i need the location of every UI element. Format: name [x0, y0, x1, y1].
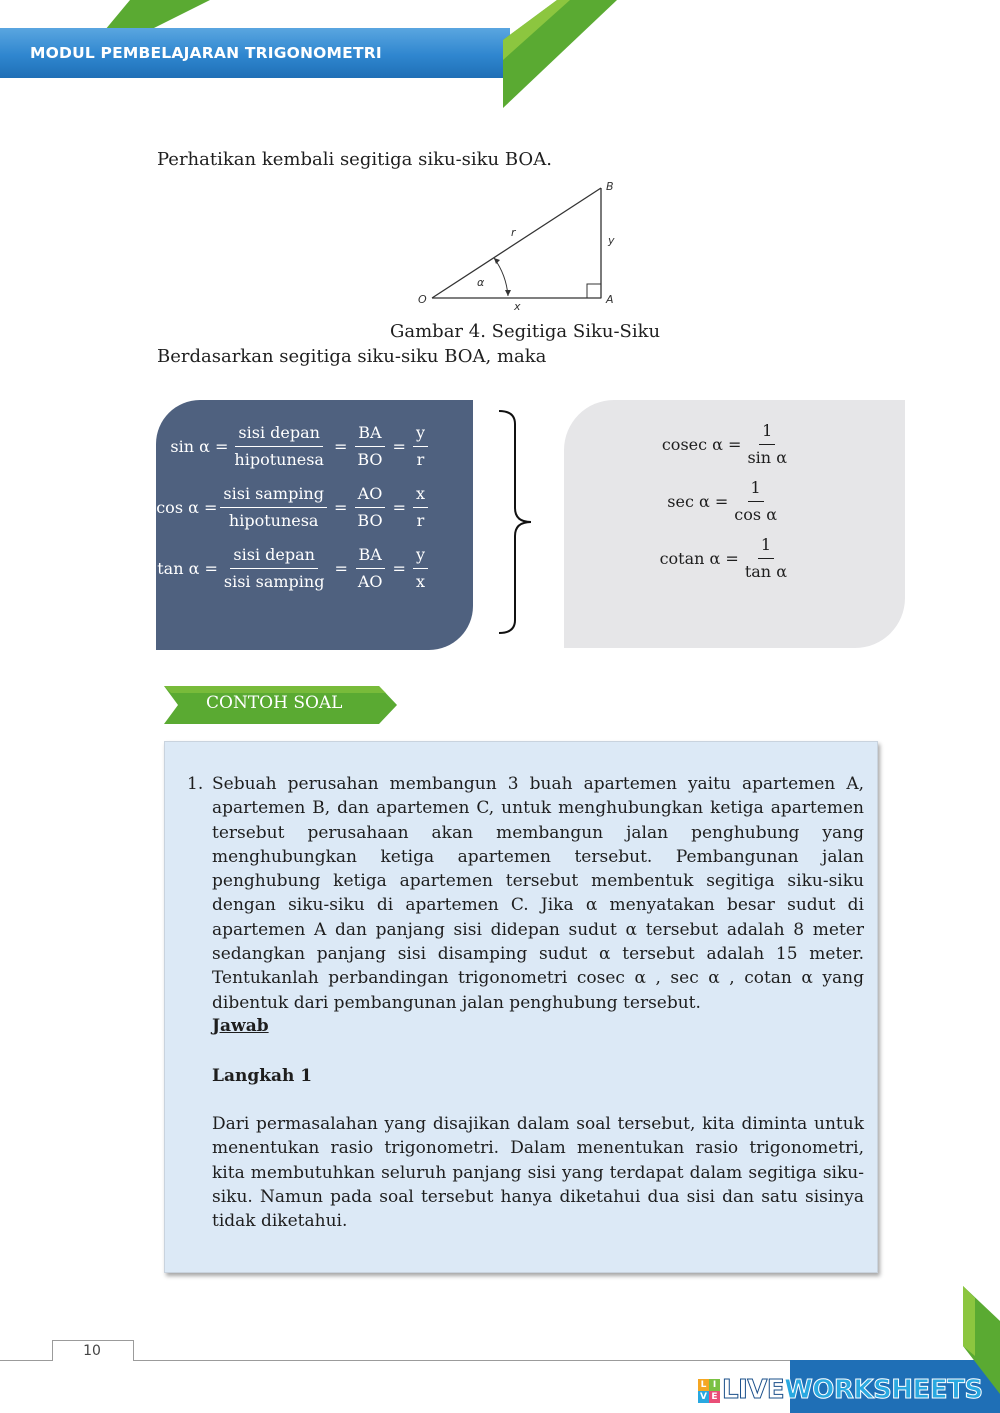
step-label: Langkah 1 [212, 1066, 313, 1086]
header-green-wedge [495, 0, 625, 112]
sin-formula: sin α = $\frac{\text{sisi depan}}{\text{hipotunesa}}$ = $\frac{BA}{BO}$ = $\frac{y}{r}$ [170, 422, 431, 471]
cos-frac1-num: sisi samping [220, 483, 327, 508]
intro-text: Perhatikan kembali segitiga siku-siku BOA. [157, 149, 552, 170]
sin-frac1-num: sisi depan [235, 422, 323, 447]
brand-live: LIVE [722, 1375, 785, 1405]
tan-lhs: tan α = [157, 559, 218, 578]
cos-frac3-den: r [416, 511, 425, 530]
cotan-lhs: cotan α = [659, 549, 739, 568]
trig-ratio-box [156, 400, 473, 650]
tan-frac1-num: sisi depan [230, 544, 318, 569]
header-green-top-decoration [0, 0, 210, 30]
label-x: x [514, 300, 521, 313]
cos-frac2-den: BO [357, 511, 383, 530]
sin-lhs: sin α = [170, 437, 229, 456]
label-A: A [606, 293, 614, 306]
cos-lhs: cos α = [156, 498, 218, 517]
cotan-formula [660, 534, 793, 583]
tan-formula: tan α = $\frac{\text{sisi depan}}{\text{sisi samping}}$ = $\frac{BA}{AO}$ = $\frac{y}{x}$ [157, 544, 431, 593]
sec-lhs: sec α = [667, 492, 729, 511]
answer-label: Jawab [212, 1016, 269, 1036]
right-angle-marker [587, 284, 601, 298]
question-number: 1. [187, 774, 204, 794]
cosec-num: 1 [759, 420, 775, 445]
tan-frac3-den: x [415, 572, 425, 591]
sin-frac2-num: BA [355, 422, 384, 447]
cosec-den: sin α [747, 448, 787, 467]
lead-in-text: Berdasarkan segitiga siku-siku BOA, maka [157, 346, 547, 367]
label-B: B [606, 180, 614, 193]
question-text: Sebuah perusahan membangun 3 buah apartemen yaitu apartemen A, apartemen B, dan apartemen C, untuk menghubungkan ketiga apartemen tersebut perusahaan akan membangun jalan penghubung yang menghubungkan ketiga apartemen tersebut. Pembangunan jalan penghubung ketiga apartemen tersebut membentuk segitiga siku-siku dengan siku-siku di apartemen C. Jika α menyatakan besar sudut di apartemen A dan panjang sisi didepan sudut α tersebut adalah 8 meter sedangkan panjang sisi disamping sudut α tersebut adalah 15 meter. Tentukanlah perbandingan trigonometri cosec α , sec α , cotan α yang dibentuk dari pembangunan jalan penghubung tersebut. [212, 774, 864, 1013]
sin-frac1-den: hipotunesa [234, 450, 324, 469]
sin-frac3-num: y [413, 422, 428, 447]
hypotenuse-r-line [432, 188, 601, 298]
cotan-den: tan α [744, 562, 787, 581]
cos-frac1-den: hipotunesa [228, 511, 319, 530]
right-triangle-diagram [410, 176, 630, 316]
example-label: CONTOH SOAL [206, 693, 343, 713]
tan-frac2-num: BA [356, 544, 385, 569]
cosec-formula [662, 420, 793, 469]
liveworksheets-logo-icon: L I V E [698, 1379, 720, 1403]
page-number: 10 [83, 1343, 101, 1359]
cos-frac2-num: AO [355, 483, 386, 508]
label-alpha: α [477, 276, 485, 289]
sec-formula [667, 477, 783, 526]
reciprocal-ratio-box [564, 400, 905, 648]
label-O: O [418, 293, 427, 306]
label-y: y [608, 234, 615, 247]
sin-frac3-den: r [416, 450, 425, 469]
cos-frac3-num: x [413, 483, 428, 508]
step-text: Dari permasalahan yang disajikan dalam soal tersebut, kita diminta untuk menentukan rasio trigonometri. Dalam menentukan rasio trigonometri, kita membutuhkan seluruh panjang sisi yang terdapat dalam segitiga siku-siku. Namun pada soal tersebut hanya diketahui dua sisi dan satu sisinya tidak diketahui. [212, 1114, 864, 1232]
curly-brace [495, 408, 540, 638]
figure-caption: Gambar 4. Segitiga Siku-Siku [390, 321, 661, 342]
label-r: r [511, 226, 516, 239]
cosec-lhs: cosec α = [661, 435, 742, 454]
tan-frac2-den: AO [357, 572, 383, 591]
sec-den: cos α [734, 505, 777, 524]
cos-formula: cos α = $\frac{\text{sisi samping}}{\text{hipotunesa}}$ = $\frac{AO}{BO}$ = $\frac{x}{r}$ [156, 483, 431, 532]
cotan-num: 1 [758, 534, 774, 559]
sec-num: 1 [748, 477, 764, 502]
sin-frac2-den: BO [357, 450, 383, 469]
example-frame [164, 741, 878, 1273]
brand-worksheets: WORKSHEETS [784, 1375, 983, 1405]
tan-frac1-den: sisi samping [223, 572, 325, 591]
module-title: MODUL PEMBELAJARAN TRIGONOMETRI [30, 44, 382, 62]
tan-frac3-num: y [413, 544, 428, 569]
liveworksheets-wordmark[interactable] [722, 1375, 983, 1405]
